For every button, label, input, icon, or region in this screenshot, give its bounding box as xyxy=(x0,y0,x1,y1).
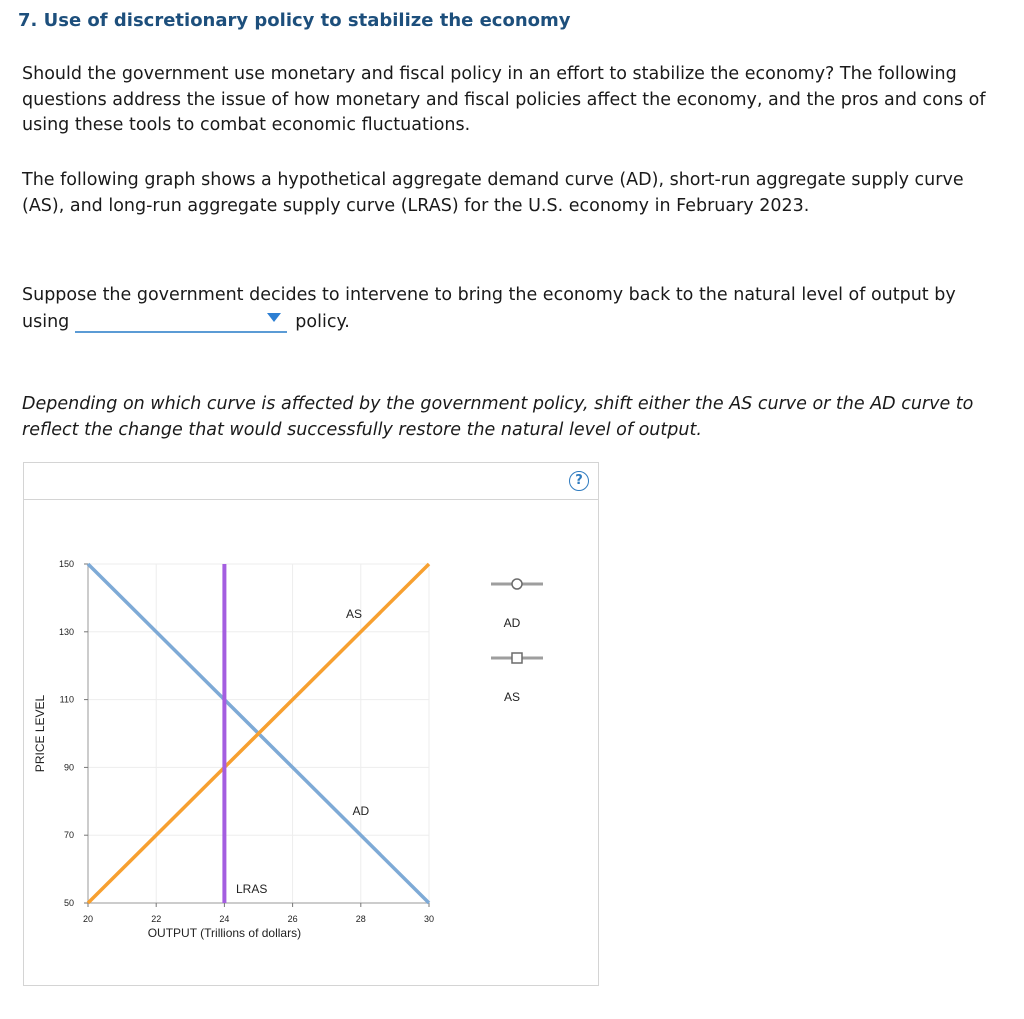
y-tick-label: 70 xyxy=(63,830,74,841)
x-tick-label: 22 xyxy=(151,914,162,924)
help-icon[interactable]: ? xyxy=(569,471,589,491)
y-tick-label: 110 xyxy=(59,694,74,705)
instruction-paragraph: Depending on which curve is affected by the government policy, shift either the AS curve or the AD curve to reflect the change that would successfully restore the natural level of output. xyxy=(22,394,974,440)
policy-prompt xyxy=(22,283,997,335)
lras-curve-label: LRAS xyxy=(236,881,268,896)
y-tick-label: 130 xyxy=(58,626,74,637)
graph-area[interactable] xyxy=(24,499,598,985)
legend-as-label: AS xyxy=(503,690,521,704)
policy-prompt-after: policy. xyxy=(295,311,350,332)
y-tick-label: 90 xyxy=(63,762,74,773)
intro-paragraph: Should the government use monetary and fiscal policy in an effort to stabilize the economy? The following questions address the issue of how monetary and fiscal policies affect the economy, and the pros and cons of using these tools to combat economic fluctuations. xyxy=(22,64,986,135)
x-tick-label: 30 xyxy=(423,914,435,924)
as-curve-label: AS xyxy=(345,607,362,622)
graph-panel-header xyxy=(24,463,598,500)
graph-description-paragraph: The following graph shows a hypothetical aggregate demand curve (AD), short-run aggregate supply curve (AS), and long-run aggregate supply curve (LRAS) for the U.S. economy in February 2023. xyxy=(22,170,964,216)
legend-as-handle-icon[interactable] xyxy=(512,653,522,663)
dropdown-caret-icon xyxy=(267,313,281,322)
y-tick-label: 150 xyxy=(58,559,74,569)
x-tick-label: 24 xyxy=(219,914,230,924)
x-tick-label: 20 xyxy=(82,914,94,924)
x-axis-label: OUTPUT (Trillions of dollars) xyxy=(147,926,302,940)
policy-dropdown[interactable] xyxy=(75,309,287,333)
question-title: 7. Use of discretionary policy to stabilize the economy xyxy=(18,10,571,31)
ad-curve-label: AD xyxy=(352,803,370,818)
legend-ad-handle-icon[interactable] xyxy=(512,579,522,589)
x-tick-label: 26 xyxy=(287,914,298,924)
legend-ad-label: AD xyxy=(503,616,521,630)
graph-panel xyxy=(23,462,599,986)
y-tick-label: 50 xyxy=(63,898,74,908)
policy-prompt-before: Suppose the government decides to intervene to bring the economy back to the natural level of output by using xyxy=(22,285,956,332)
x-tick-label: 28 xyxy=(355,914,366,924)
y-axis-label: PRICE LEVEL xyxy=(33,694,47,773)
